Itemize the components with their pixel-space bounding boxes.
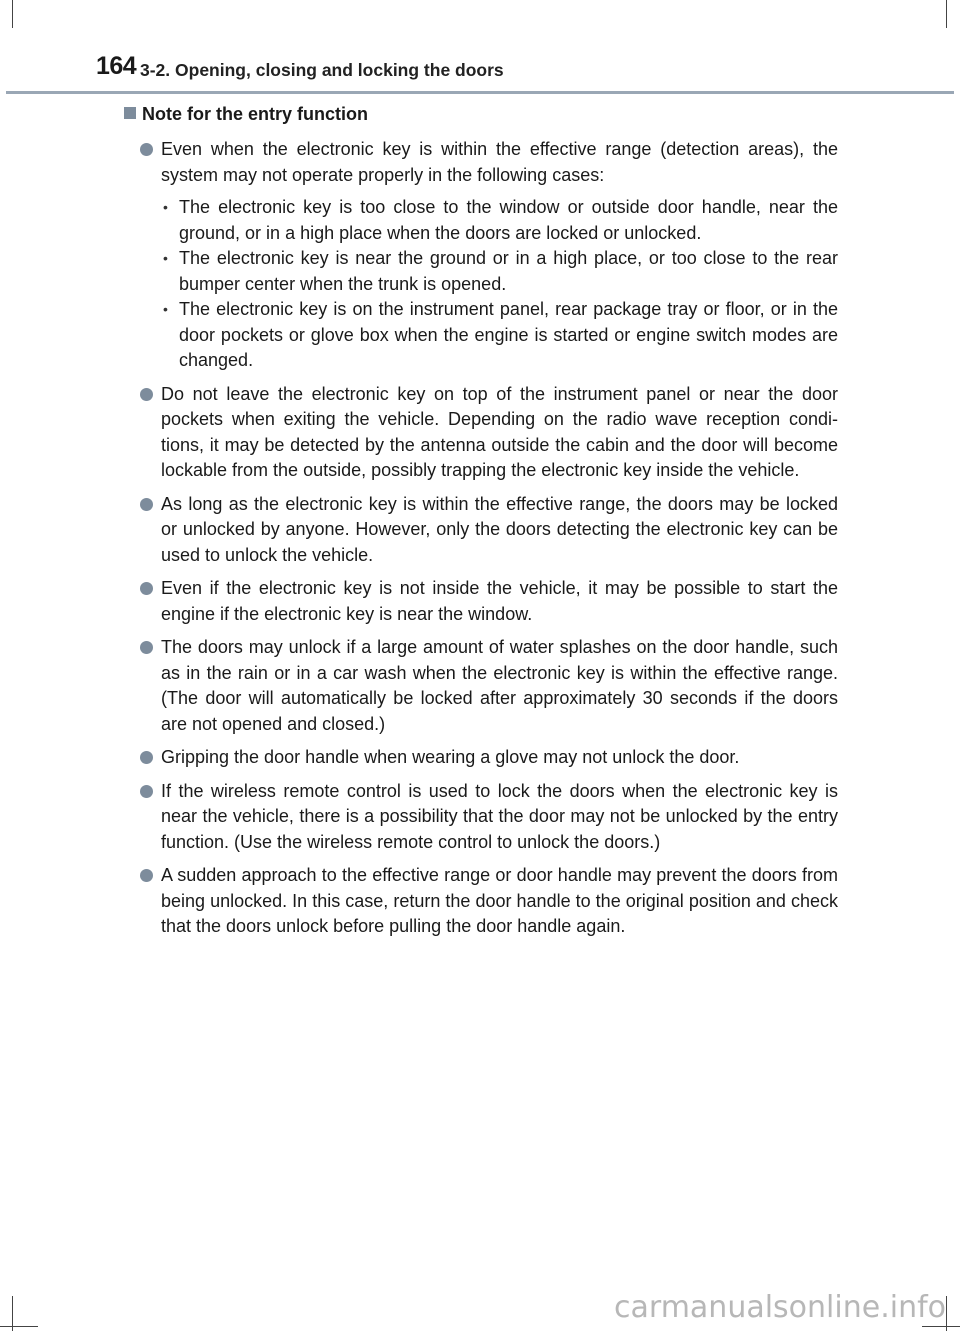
header-divider [6,91,954,94]
list-item-text: Even when the electronic key is within the effective range (detection areas), the system may not operate properly in the following cases: [161,139,838,185]
sub-list-item [161,195,838,246]
list-item [140,779,838,856]
list-item [140,576,838,627]
list-item-text: Gripping the door handle when wearing a glove may not unlock the door. [161,747,740,767]
sub-list-item-text: The electronic key is near the ground or in a high place, or too close to the rear bumper center when the trunk is opened. [179,248,838,294]
circle-bullet-icon [140,582,153,595]
sub-list-item-text: The electronic key is on the instrument panel, rear package tray or floor, or in the door pockets or glove box when the engine is started or engine switch modes are changed. [179,299,838,370]
list-item [140,137,838,374]
list-item-text: Even if the electronic key is not inside the vehicle, it may be possible to start the engine if the electronic key is near the window. [161,578,838,624]
page-header [96,52,876,92]
crop-mark [946,0,947,28]
list-item [140,635,838,737]
section-heading-text: Note for the entry function [142,104,368,124]
section-heading [124,104,368,125]
watermark-link[interactable]: carmanualsonline.info [614,1290,946,1325]
square-bullet-icon [124,107,136,119]
list-item [140,863,838,940]
circle-bullet-icon [140,498,153,511]
note-list [140,137,838,948]
list-item-text: If the wireless remote control is used to lock the doors when the electronic key is near the vehicle, there is a possibility that the door may not be unlocked by the entry function. (Use the wireless remote control to unlock the doors.) [161,780,838,852]
circle-bullet-icon [140,388,153,401]
list-item-text: A sudden approach to the effective range or door handle may prevent the doors from being unlocked. In this case, return the door handle to the original position and check that the doors unlock before pulling the door handle again. [161,865,838,936]
sub-list-item-text: The electronic key is too close to the window or outside door handle, near the ground, or in a high place when the doors are locked or unlocked. [179,197,838,243]
list-item [140,492,838,569]
page-number: 164 [96,52,137,80]
sub-list-item [161,297,838,374]
sub-list-item [161,246,838,297]
list-item-text: The doors may unlock if a large amount of water splashes on the door handle, such as in the rain or in a car wash when the electronic key is within the effective range. (The door will automatically be locked after approximately 30 seconds if the doors are not opened and closed.) [161,637,838,734]
list-item [140,382,838,484]
list-item-text: As long as the electronic key is within the effective range, the doors may be locked or unlocked by anyone. However, only the doors detecting the electronic key can be used to unlock the vehicle. [161,493,838,565]
crop-mark [922,1326,960,1327]
circle-bullet-icon [140,869,153,882]
dot-bullet-icon: • [163,199,168,215]
circle-bullet-icon [140,641,153,654]
chapter-title: 3-2. Opening, closing and locking the doors [140,60,504,80]
sub-list [161,195,838,374]
dot-bullet-icon: • [163,301,168,317]
list-item [140,745,838,771]
circle-bullet-icon [140,785,153,798]
crop-mark [12,0,13,28]
crop-mark [0,1326,38,1327]
circle-bullet-icon [140,751,153,764]
circle-bullet-icon [140,143,153,156]
dot-bullet-icon: • [163,250,168,266]
list-item-text: Do not leave the electronic key on top of the instrument panel or near the door pockets when exiting the vehicle. Depending on the radio wave reception condi-tions, it may be detected by the antenna outside the cabin and the door will become lockable from the outside, possibly trapping the electronic key inside the vehicle. [161,383,838,480]
